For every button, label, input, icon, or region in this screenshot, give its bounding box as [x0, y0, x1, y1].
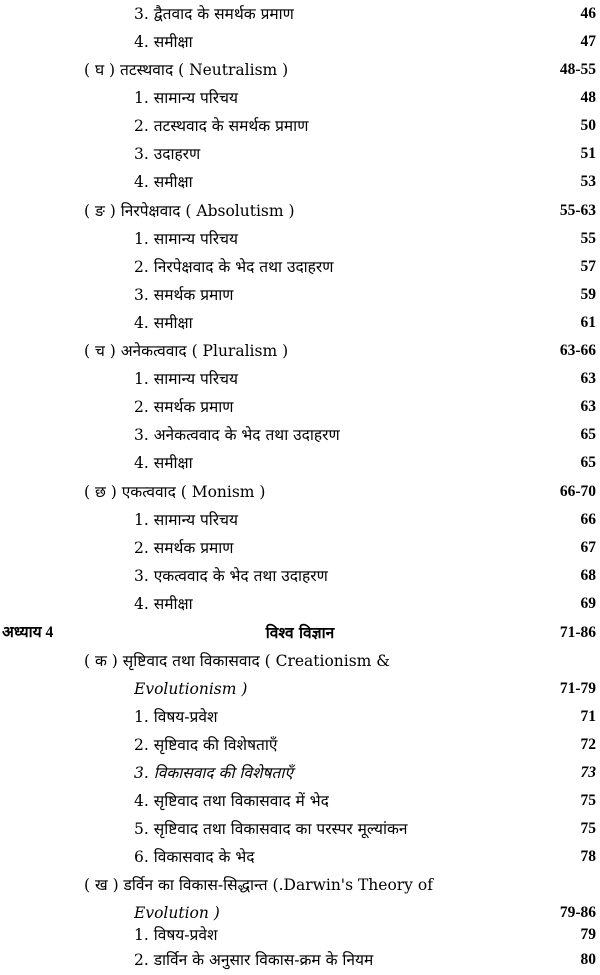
toc-entry [0, 253, 600, 281]
entry-title: 4. समीक्षा [134, 314, 193, 332]
toc-entry [0, 562, 600, 590]
page-number: 67 [580, 539, 596, 556]
entry-title: 3. विकासवाद की विशेषताएँ [134, 764, 293, 782]
page-number: 80 [580, 951, 596, 968]
toc-section [0, 197, 600, 225]
toc-entry [0, 225, 600, 253]
entry-title: 5. सृष्टिवाद तथा विकासवाद का परस्पर मूल्यांकन [134, 820, 408, 838]
entry-title: 1. विषय-प्रवेश [134, 926, 218, 944]
page-range: 48-55 [559, 61, 596, 78]
entry-title: 2. समर्थक प्रमाण [134, 539, 234, 557]
toc-entry [0, 140, 600, 168]
entry-title: 3. उदाहरण [134, 145, 201, 163]
toc-entry [0, 393, 600, 421]
page-range: 66-70 [559, 483, 596, 500]
entry-title: 6. विकासवाद के भेद [134, 848, 255, 866]
toc-entry [0, 28, 600, 56]
page-number: 48 [580, 89, 596, 106]
entry-title: 4. सृष्टिवाद तथा विकासवाद में भेद [134, 792, 329, 810]
entry-title: 1. सामान्य परिचय [134, 230, 238, 248]
toc-entry [0, 843, 600, 871]
page-number: 47 [580, 33, 596, 50]
chapter-label: अध्याय 4 [2, 624, 54, 641]
page-number: 46 [580, 5, 596, 22]
toc-entry [0, 421, 600, 449]
section-title: ( घ ) तटस्थवाद ( Neutralism ) [84, 61, 289, 79]
toc-entry [0, 590, 600, 618]
page-number: 63 [580, 370, 596, 387]
page-number: 78 [580, 848, 596, 865]
entry-title: 1. सामान्य परिचय [134, 370, 238, 388]
entry-title: 3. द्वैतवाद के समर्थक प्रमाण [134, 5, 294, 23]
toc-entry [0, 921, 600, 949]
section-title: ( च ) अनेकत्ववाद ( Pluralism ) [84, 342, 289, 360]
section-title-continued: Evolution ) [134, 904, 220, 922]
toc-chapter [0, 619, 600, 647]
page-number: 65 [580, 454, 596, 471]
page-number: 59 [580, 286, 596, 303]
section-title-continued: Evolutionism ) [134, 680, 248, 698]
page-number: 73 [580, 764, 596, 781]
toc-entry [0, 815, 600, 843]
toc-entry [0, 449, 600, 477]
page-range: 55-63 [559, 202, 596, 219]
page-number: 50 [580, 117, 596, 134]
chapter-title: विश्व विज्ञान [265, 623, 335, 642]
entry-title: 2. निरपेक्षवाद के भेद तथा उदाहरण [134, 258, 334, 276]
page-number: 79 [580, 926, 596, 943]
toc-section [0, 647, 600, 675]
toc-entry [0, 112, 600, 140]
entry-title: 2. समर्थक प्रमाण [134, 398, 234, 416]
page-range: 71-86 [559, 624, 596, 641]
toc-entry [0, 731, 600, 759]
page-number: 66 [580, 511, 596, 528]
section-title: ( क ) सृष्टिवाद तथा विकासवाद ( Creationism & [84, 652, 391, 670]
entry-title: 4. समीक्षा [134, 33, 193, 51]
entry-title: 2. तटस्थवाद के समर्थक प्रमाण [134, 117, 309, 135]
toc-section [0, 56, 600, 84]
page-number: 75 [580, 792, 596, 809]
toc-entry [0, 703, 600, 731]
page-range: 63-66 [559, 342, 596, 359]
entry-title: 3. समर्थक प्रमाण [134, 286, 234, 304]
toc-entry [0, 946, 600, 974]
page-number: 53 [580, 173, 596, 190]
entry-title: 4. समीक्षा [134, 454, 193, 472]
page-range: 79-86 [559, 904, 596, 921]
page-range: 71-79 [559, 680, 596, 697]
entry-title: 2. डार्विन के अनुसार विकास-क्रम के नियम [134, 951, 374, 969]
entry-title: 1. सामान्य परिचय [134, 511, 238, 529]
toc-section-continued [0, 675, 600, 703]
section-title: ( छ ) एकत्ववाद ( Monism ) [84, 483, 266, 501]
section-title: ( ङ ) निरपेक्षवाद ( Absolutism ) [84, 202, 295, 220]
toc-entry [0, 309, 600, 337]
page-number: 71 [580, 708, 596, 725]
page-number: 65 [580, 426, 596, 443]
toc-entry [0, 506, 600, 534]
entry-title: 3. एकत्ववाद के भेद तथा उदाहरण [134, 567, 328, 585]
page-number: 51 [580, 145, 596, 162]
toc-section [0, 478, 600, 506]
toc-entry [0, 787, 600, 815]
page-number: 57 [580, 258, 596, 275]
entry-title: 1. विषय-प्रवेश [134, 708, 218, 726]
toc-entry [0, 281, 600, 309]
toc-entry [0, 759, 600, 787]
page-number: 75 [580, 820, 596, 837]
toc-entry [0, 0, 600, 28]
page-number: 63 [580, 398, 596, 415]
page-number: 68 [580, 567, 596, 584]
entry-title: 4. समीक्षा [134, 173, 193, 191]
toc-entry [0, 84, 600, 112]
section-title: ( ख ) डर्विन का विकास-सिद्धान्त (.Darwin's Theory of [84, 876, 433, 894]
toc-entry [0, 534, 600, 562]
toc-entry [0, 365, 600, 393]
toc-section [0, 337, 600, 365]
entry-title: 1. सामान्य परिचय [134, 89, 238, 107]
page-number: 61 [580, 314, 596, 331]
toc-section [0, 871, 600, 899]
page-number: 72 [580, 736, 596, 753]
entry-title: 4. समीक्षा [134, 595, 193, 613]
entry-title: 2. सृष्टिवाद की विशेषताएँ [134, 736, 278, 754]
page-number: 69 [580, 595, 596, 612]
toc-entry [0, 168, 600, 196]
page-number: 55 [580, 230, 596, 247]
entry-title: 3. अनेकत्ववाद के भेद तथा उदाहरण [134, 426, 340, 444]
